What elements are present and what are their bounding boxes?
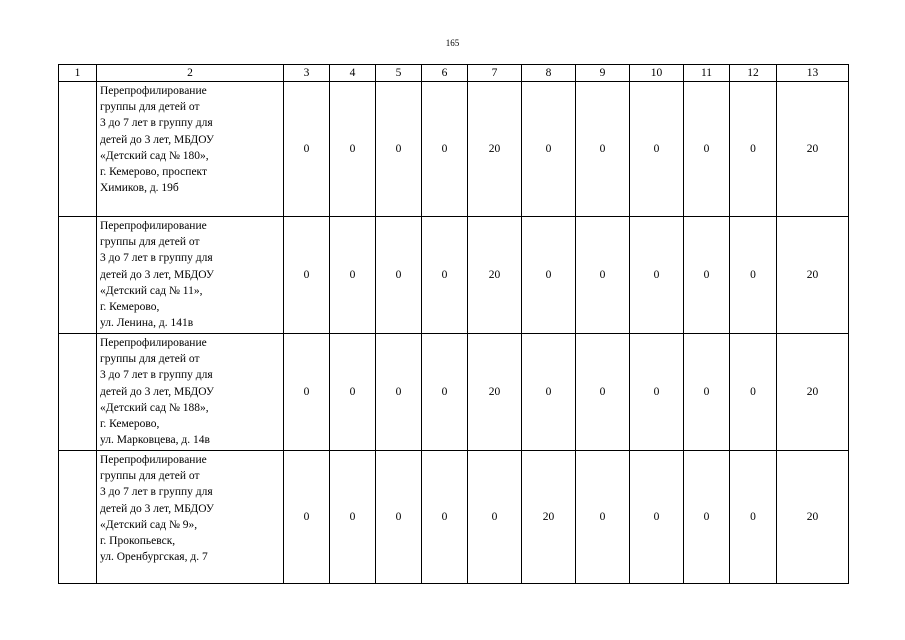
table-row	[59, 82, 849, 217]
value-cell: 20	[777, 217, 849, 334]
value-cell: 20	[468, 334, 522, 451]
value-cell: 0	[684, 334, 730, 451]
value-cell: 0	[522, 334, 576, 451]
column-header: 8	[522, 65, 576, 82]
column-header: 4	[330, 65, 376, 82]
value-cell: 0	[576, 82, 630, 217]
value-cell: 0	[576, 334, 630, 451]
value-cell: 0	[522, 82, 576, 217]
description-cell: Перепрофилирование группы для детей от 3 до 7 лет в группу для детей до 3 лет, МБДОУ «Детский сад № 9», г. Прокопьевск, ул. Оренбургская, д. 7	[97, 451, 284, 584]
value-cell: 0	[284, 217, 330, 334]
value-cell: 20	[777, 451, 849, 584]
page-number: 165	[445, 38, 460, 48]
value-cell: 0	[468, 451, 522, 584]
value-cell: 0	[730, 217, 777, 334]
value-cell: 0	[730, 334, 777, 451]
column-header: 6	[422, 65, 468, 82]
value-cell: 0	[422, 217, 468, 334]
value-cell: 0	[684, 217, 730, 334]
row-index-cell	[59, 451, 97, 584]
value-cell: 0	[684, 451, 730, 584]
value-cell: 0	[576, 451, 630, 584]
value-cell: 20	[522, 451, 576, 584]
table-row	[59, 451, 849, 584]
column-header: 10	[630, 65, 684, 82]
column-header: 13	[777, 65, 849, 82]
header-row	[59, 65, 849, 82]
value-cell: 0	[284, 82, 330, 217]
column-header: 2	[97, 65, 284, 82]
value-cell: 0	[376, 217, 422, 334]
value-cell: 0	[630, 217, 684, 334]
value-cell: 0	[630, 451, 684, 584]
description-cell: Перепрофилирование группы для детей от 3 до 7 лет в группу для детей до 3 лет, МБДОУ «Детский сад № 188», г. Кемерово, ул. Марковцева, д. 14в	[97, 334, 284, 451]
value-cell: 0	[422, 82, 468, 217]
value-cell: 0	[284, 451, 330, 584]
value-cell: 0	[730, 451, 777, 584]
value-cell: 0	[422, 451, 468, 584]
column-header: 5	[376, 65, 422, 82]
value-cell: 0	[330, 451, 376, 584]
value-cell: 0	[630, 334, 684, 451]
value-cell: 20	[777, 334, 849, 451]
value-cell: 0	[422, 334, 468, 451]
column-header: 12	[730, 65, 777, 82]
data-table	[58, 64, 849, 584]
value-cell: 0	[630, 82, 684, 217]
value-cell: 0	[376, 82, 422, 217]
row-index-cell	[59, 334, 97, 451]
description-cell: Перепрофилирование группы для детей от 3 до 7 лет в группу для детей до 3 лет, МБДОУ «Детский сад № 11», г. Кемерово, ул. Ленина, д. 141в	[97, 217, 284, 334]
column-header: 7	[468, 65, 522, 82]
value-cell: 20	[468, 82, 522, 217]
value-cell: 0	[522, 217, 576, 334]
value-cell: 0	[376, 334, 422, 451]
column-header: 9	[576, 65, 630, 82]
table-row	[59, 334, 849, 451]
value-cell: 0	[730, 82, 777, 217]
value-cell: 0	[376, 451, 422, 584]
value-cell: 0	[284, 334, 330, 451]
value-cell: 0	[330, 217, 376, 334]
table-row	[59, 217, 849, 334]
column-header: 1	[59, 65, 97, 82]
value-cell: 0	[330, 82, 376, 217]
column-header: 3	[284, 65, 330, 82]
row-index-cell	[59, 82, 97, 217]
value-cell: 20	[777, 82, 849, 217]
value-cell: 20	[468, 217, 522, 334]
value-cell: 0	[330, 334, 376, 451]
column-header: 11	[684, 65, 730, 82]
value-cell: 0	[684, 82, 730, 217]
description-cell: Перепрофилирование группы для детей от 3 до 7 лет в группу для детей до 3 лет, МБДОУ «Детский сад № 180», г. Кемерово, проспект Химиков, д. 19б	[97, 82, 284, 217]
value-cell: 0	[576, 217, 630, 334]
row-index-cell	[59, 217, 97, 334]
